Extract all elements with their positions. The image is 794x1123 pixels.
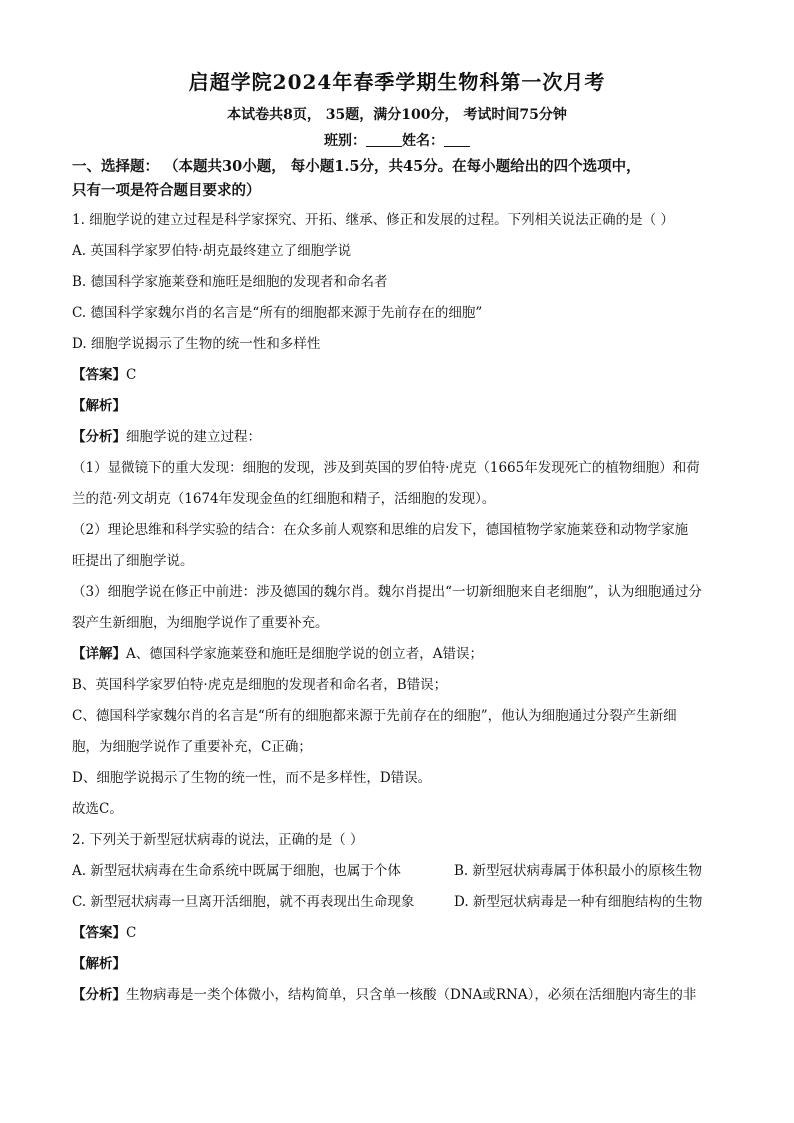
fenxi-tag: 【分析】 bbox=[72, 987, 126, 1003]
class-blank[interactable] bbox=[366, 132, 402, 147]
q1-option-a: A. 英国科学家罗伯特·胡克最终建立了细胞学说 bbox=[72, 243, 352, 259]
fenxi-text: 生物病毒是一类个体微小，结构简单，只含单一核酸（DNA或RNA），必须在活细胞内寄生的非 bbox=[126, 987, 697, 1003]
q2-answer bbox=[72, 921, 722, 941]
q1-detail-d: D、细胞学说揭示了生物的统一性，而不是多样性，D错误。 bbox=[72, 770, 432, 786]
q2-option-a: A. 新型冠状病毒在生命系统中既属于细胞，也属于个体 bbox=[72, 863, 401, 879]
q1-point1-a: （1）显微镜下的重大发现：细胞的发现，涉及到英国的罗伯特·虎克（1665年发现死亡的植物细胞）和荷 bbox=[72, 460, 700, 476]
q1-point1-b: 兰的范·列文胡克（1674年发现金鱼的红细胞和精子，活细胞的发现）。 bbox=[72, 491, 496, 507]
q1-option-c: C. 德国科学家魏尔肖的名言是“所有的细胞都来源于先前存在的细胞” bbox=[72, 305, 483, 321]
q1-point3-b: 裂产生新细胞，为细胞学说作了重要补充。 bbox=[72, 615, 329, 631]
q2-option-c: C. 新型冠状病毒一旦离开活细胞，就不再表现出生命现象 bbox=[72, 894, 415, 910]
q2-options-row1 bbox=[72, 859, 722, 879]
q1-fenxi bbox=[72, 425, 722, 445]
q1-answer bbox=[72, 363, 722, 383]
q1-point2-a: （2）理论思维和科学实验的结合：在众多前人观察和思维的启发下，德国植物学家施莱登和动物学家施 bbox=[72, 522, 689, 538]
q2-fenxi bbox=[72, 983, 722, 1003]
q1-conclusion: 故选C。 bbox=[72, 801, 123, 817]
answer-tag: 【答案】 bbox=[72, 367, 126, 383]
q1-detail-a bbox=[72, 642, 722, 662]
q1-detail-c-line2: 胞，为细胞学说作了重要补充，C正确； bbox=[72, 739, 312, 755]
q2-option-b: B. 新型冠状病毒属于体积最小的原核生物 bbox=[454, 863, 703, 879]
q1-detail-b: B、英国科学家罗伯特·虎克是细胞的发现者和命名者，B错误； bbox=[72, 677, 448, 693]
name-blank[interactable] bbox=[444, 132, 470, 147]
section-heading-line2: 只有一项是符合题目要求的） bbox=[72, 182, 261, 199]
q1-option-d: D. 细胞学说揭示了生物的统一性和多样性 bbox=[72, 336, 321, 352]
q2-option-d: D. 新型冠状病毒是一种有细胞结构的生物 bbox=[454, 894, 703, 910]
detail-a-text: A、德国科学家施莱登和施旺是细胞学说的创立者，A错误； bbox=[126, 646, 483, 662]
q1-point3-a: （3）细胞学说在修正中前进：涉及德国的魏尔肖。魏尔肖提出“一切新细胞来自老细胞”，认为细胞通过分 bbox=[72, 584, 702, 600]
q2-analysis-tag: 【解析】 bbox=[72, 956, 126, 972]
q1-stem: 1. 细胞学说的建立过程是科学家探究、开拓、继承、修正和发展的过程。下列相关说法正确的是（ ） bbox=[72, 212, 674, 228]
q1-option-b: B. 德国科学家施莱登和施旺是细胞的发现者和命名者 bbox=[72, 274, 388, 290]
class-label: 班别： bbox=[324, 133, 366, 149]
answer-tag: 【答案】 bbox=[72, 925, 126, 941]
xiangjie-tag: 【详解】 bbox=[72, 646, 126, 662]
q1-analysis-tag: 【解析】 bbox=[72, 398, 126, 414]
exam-info: 本试卷共8页， 35题，满分100分， 考试时间75分钟 bbox=[227, 107, 567, 123]
answer-value: C bbox=[126, 367, 137, 383]
q2-stem: 2. 下列关于新型冠状病毒的说法，正确的是（ ） bbox=[72, 832, 364, 848]
q2-options-row2 bbox=[72, 890, 722, 910]
student-info-line bbox=[72, 130, 722, 150]
answer-value: C bbox=[126, 925, 137, 941]
q1-detail-c-line1: C、德国科学家魏尔肖的名言是“所有的细胞都来源于先前存在的细胞”，他认为细胞通过分裂产生新细 bbox=[72, 708, 677, 724]
q1-point2-b: 旺提出了细胞学说。 bbox=[72, 553, 194, 569]
name-label: 姓名： bbox=[402, 133, 444, 149]
section-heading-line1: 一、选择题： （本题共30小题， 每小题1.5分，共45分。在每小题给出的四个选项中， bbox=[72, 158, 641, 175]
fenxi-tag: 【分析】 bbox=[72, 429, 126, 445]
fenxi-text: 细胞学说的建立过程： bbox=[126, 429, 261, 445]
exam-title: 启超学院2024年春季学期生物科第一次月考 bbox=[188, 70, 606, 94]
